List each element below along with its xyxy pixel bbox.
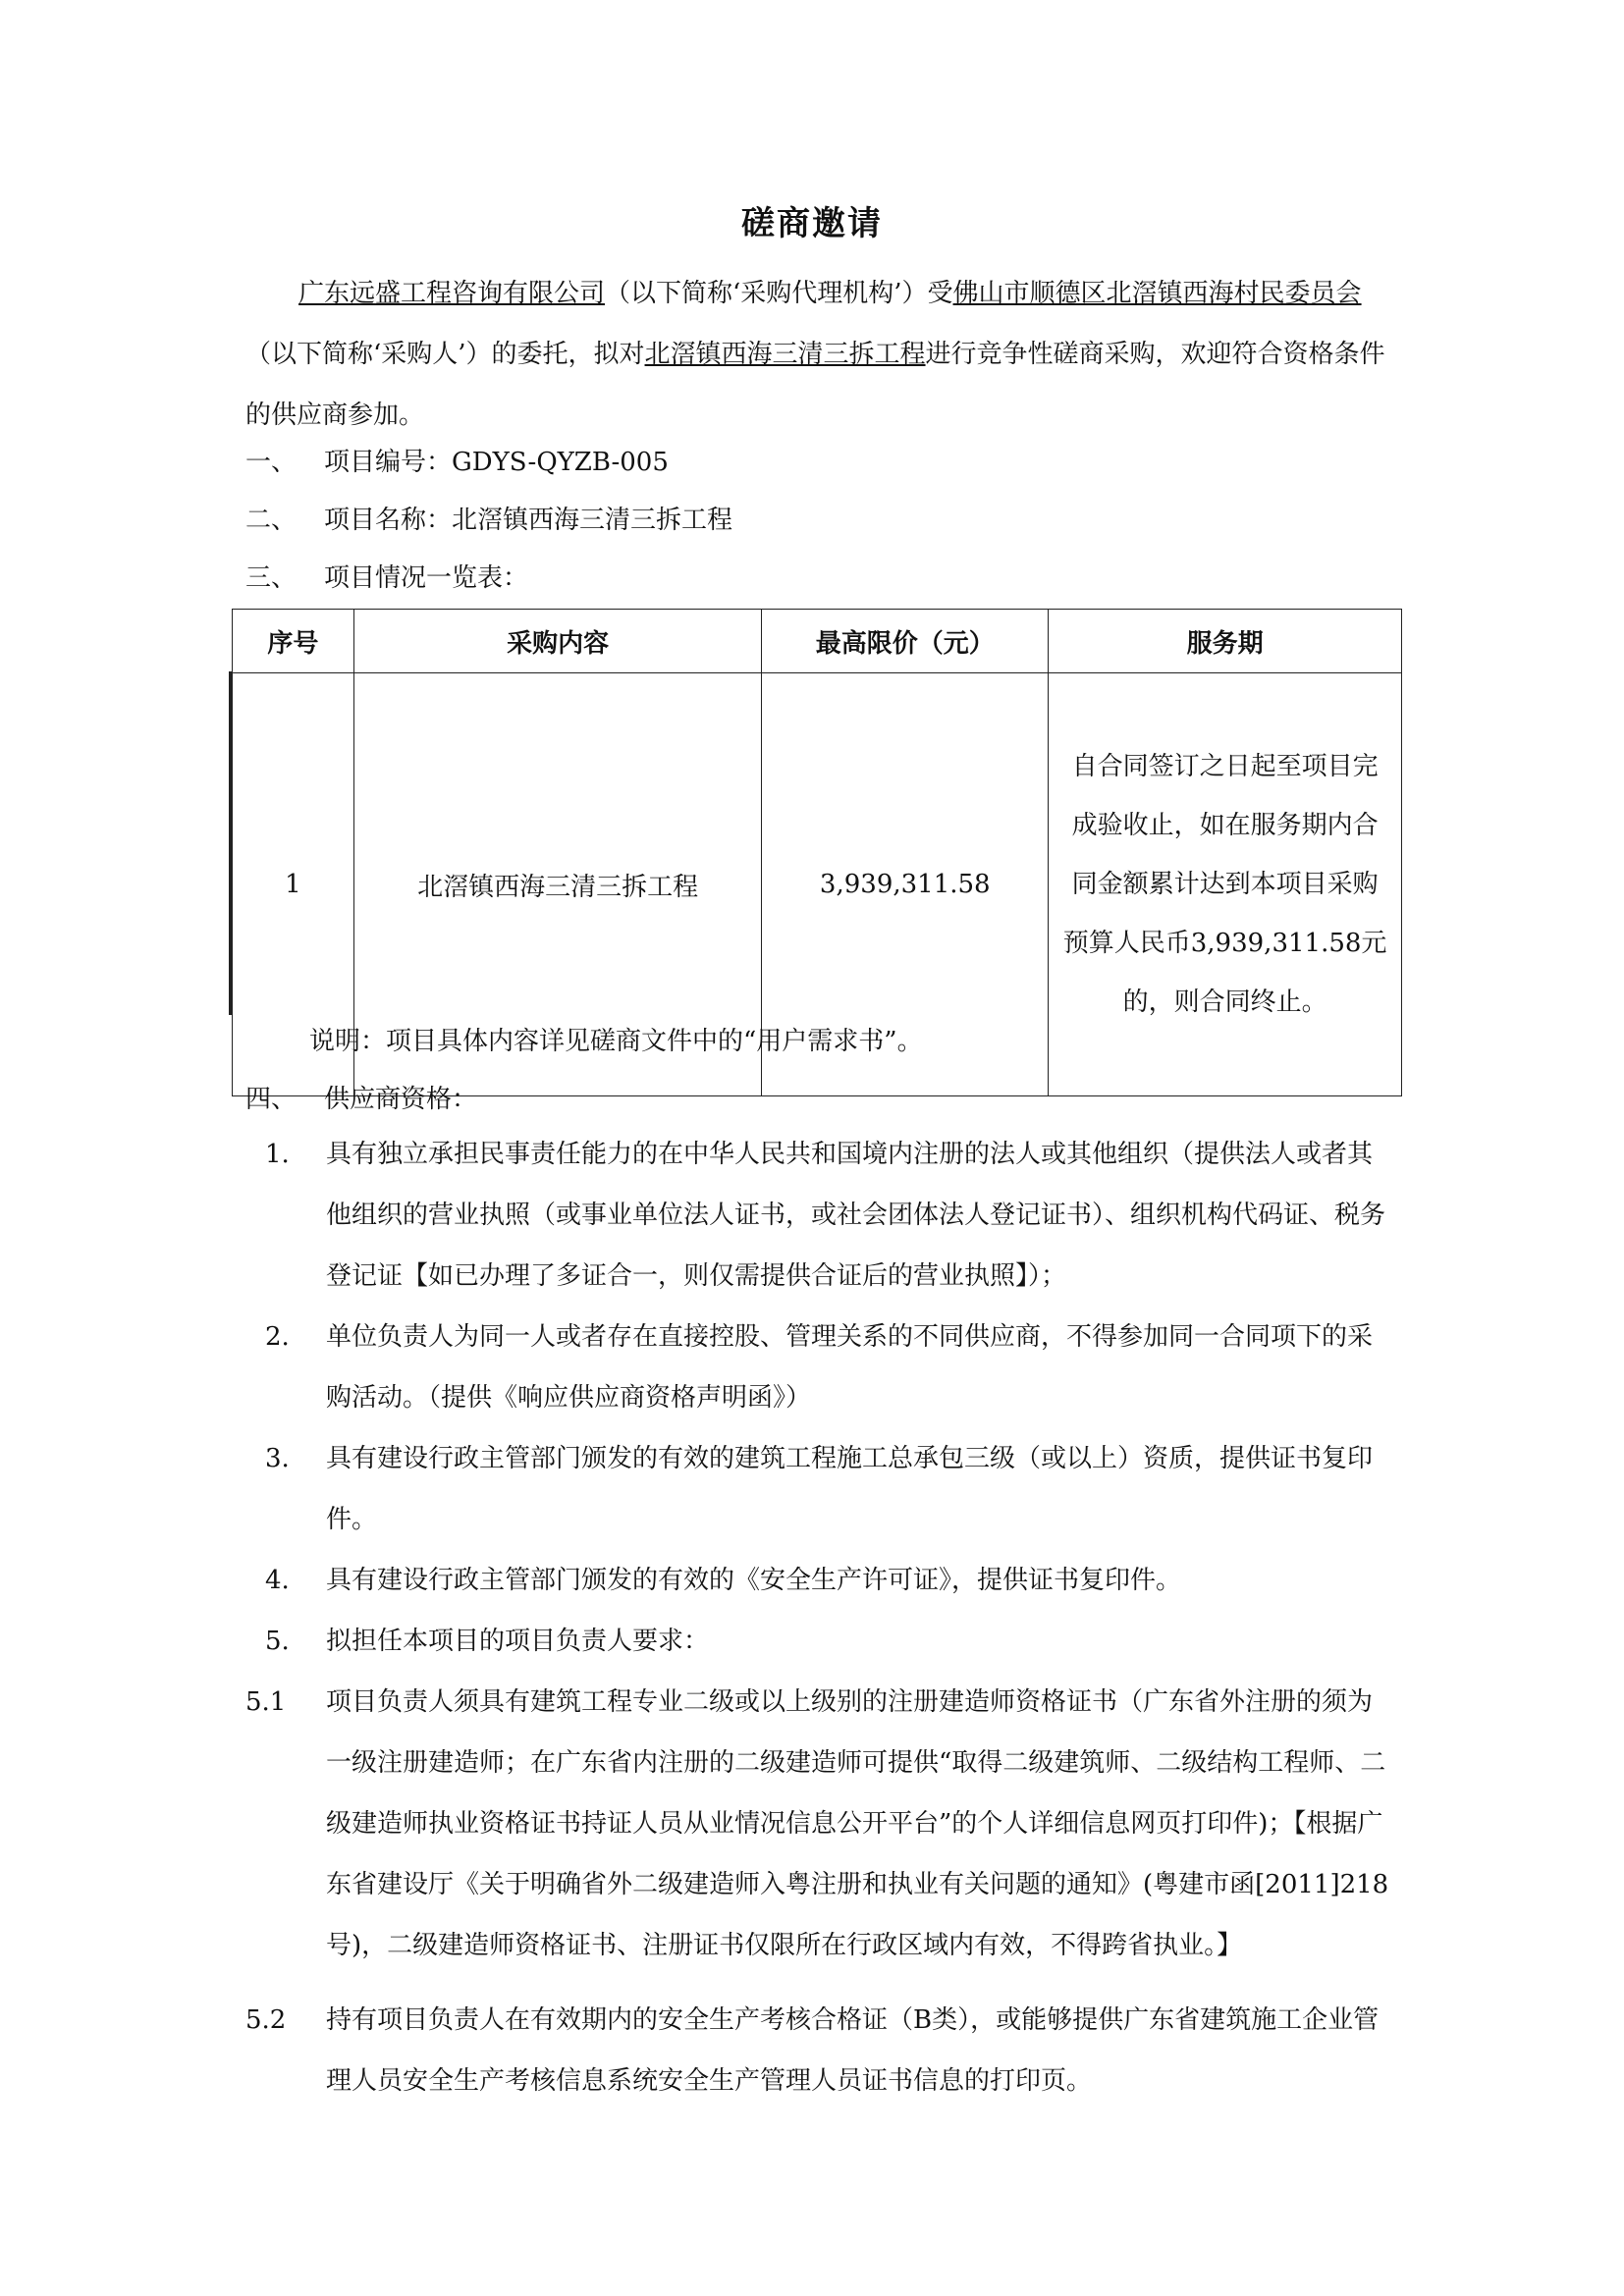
cell-price: 3,939,311.58 <box>762 673 1049 1096</box>
qualification-text: 单位负责人为同一人或者存在直接控股、管理关系的不同供应商，不得参加同一合同项下的采购活动。（提供《响应供应商资格声明函》） <box>326 1322 1374 1413</box>
qualification-number: 5.2 <box>245 2005 287 2035</box>
qualification-item <box>245 1611 1389 1672</box>
qualification-number: 4. <box>265 1566 290 1595</box>
header-price: 最高限价（元） <box>762 610 1049 673</box>
item-marker: 四、 <box>245 1085 298 1114</box>
item-supplier-qualifications <box>245 1079 477 1115</box>
item-marker: 三、 <box>245 563 298 593</box>
qualification-number: 1. <box>265 1140 290 1169</box>
item-marker: 二、 <box>245 506 298 535</box>
item-text: 项目编号：GDYS-QYZB-005 <box>324 448 669 477</box>
qualification-item <box>245 1124 1389 1307</box>
header-no: 序号 <box>233 610 354 673</box>
cell-period: 自合同签订之日起至项目完成验收止，如在服务期内合同金额累计达到本项目采购预算人民币3,939,311.58元的，则合同终止。 <box>1049 673 1402 1096</box>
header-content: 采购内容 <box>353 610 761 673</box>
qualification-number: 2. <box>265 1322 290 1352</box>
intro-paragraph <box>245 263 1389 446</box>
table-left-border-mark <box>229 671 233 1015</box>
qualification-text: 项目负责人须具有建筑工程专业二级或以上级别的注册建造师资格证书（广东省外注册的须为一级注册建造师；在广东省内注册的二级建造师可提供“取得二级建筑师、二级结构工程师、二级建造师执业资格证书持证人员从业情况信息公开平台”的个人详细信息网页打印件)；【根据广东省建设厅《关于明确省外二级建造师入粤注册和执业有关问题的通知》(粤建市函[2011]218号)，二级建造师资格证书、注册证书仅限所在行政区域内有效，不得跨省执业。】 <box>326 1687 1389 1960</box>
header-period: 服务期 <box>1049 610 1402 673</box>
qualification-number: 3. <box>265 1444 290 1473</box>
qualification-text: 具有建设行政主管部门颁发的有效的建筑工程施工总承包三级（或以上）资质，提供证书复印件。 <box>326 1444 1374 1534</box>
item-text: 项目情况一览表： <box>324 563 529 593</box>
qualification-item <box>245 1428 1389 1550</box>
qualification-number: 5.1 <box>245 1687 287 1717</box>
qualification-sub-item <box>245 1990 1389 2111</box>
qualification-item <box>245 1550 1389 1611</box>
intro-text-2: （以下简称‘采购人’）的委托，拟对 <box>245 340 645 369</box>
item-project-overview <box>245 558 528 594</box>
item-project-name <box>245 500 732 536</box>
qualification-text: 具有独立承担民事责任能力的在中华人民共和国境内注册的法人或其他组织（提供法人或者其他组织的营业执照（或事业单位法人证书，或社会团体法人登记证书）、组织机构代码证、税务登记证【如已办理了多证合一，则仅需提供合证后的营业执照】）； <box>326 1140 1386 1291</box>
intro-text-3: 进行竞争性磋商采购，欢迎符合资格条件的供应商参加。 <box>245 340 1385 430</box>
agency-name: 广东远盛工程咨询有限公司 <box>298 279 606 308</box>
item-text: 项目名称：北滘镇西海三清三拆工程 <box>324 506 733 535</box>
qualification-text: 拟担任本项目的项目负责人要求： <box>326 1627 710 1656</box>
qualification-number: 5. <box>265 1627 290 1656</box>
purchaser-name: 佛山市顺德区北滘镇西海村民委员会 <box>952 279 1362 308</box>
qualification-text: 具有建设行政主管部门颁发的有效的《安全生产许可证》，提供证书复印件。 <box>326 1566 1182 1595</box>
project-name: 北滘镇西海三清三拆工程 <box>644 340 926 369</box>
intro-text-1: （以下简称‘采购代理机构’）受 <box>605 279 953 308</box>
table-note: 说明：项目具体内容详见磋商文件中的“用户需求书”。 <box>309 1027 923 1056</box>
cell-content: 北滘镇西海三清三拆工程 <box>353 673 761 1096</box>
document-title: 磋商邀请 <box>741 204 883 243</box>
item-project-number <box>245 442 669 478</box>
cell-no: 1 <box>233 673 354 1096</box>
table-header-row <box>233 610 1402 673</box>
qualification-text: 持有项目负责人在有效期内的安全生产考核合格证（B类），或能够提供广东省建筑施工企业管理人员安全生产考核信息系统安全生产管理人员证书信息的打印页。 <box>326 2005 1380 2096</box>
item-marker: 一、 <box>245 448 298 477</box>
item-text: 供应商资格： <box>324 1085 478 1114</box>
qualification-item <box>245 1307 1389 1428</box>
qualification-sub-item <box>245 1672 1389 1976</box>
